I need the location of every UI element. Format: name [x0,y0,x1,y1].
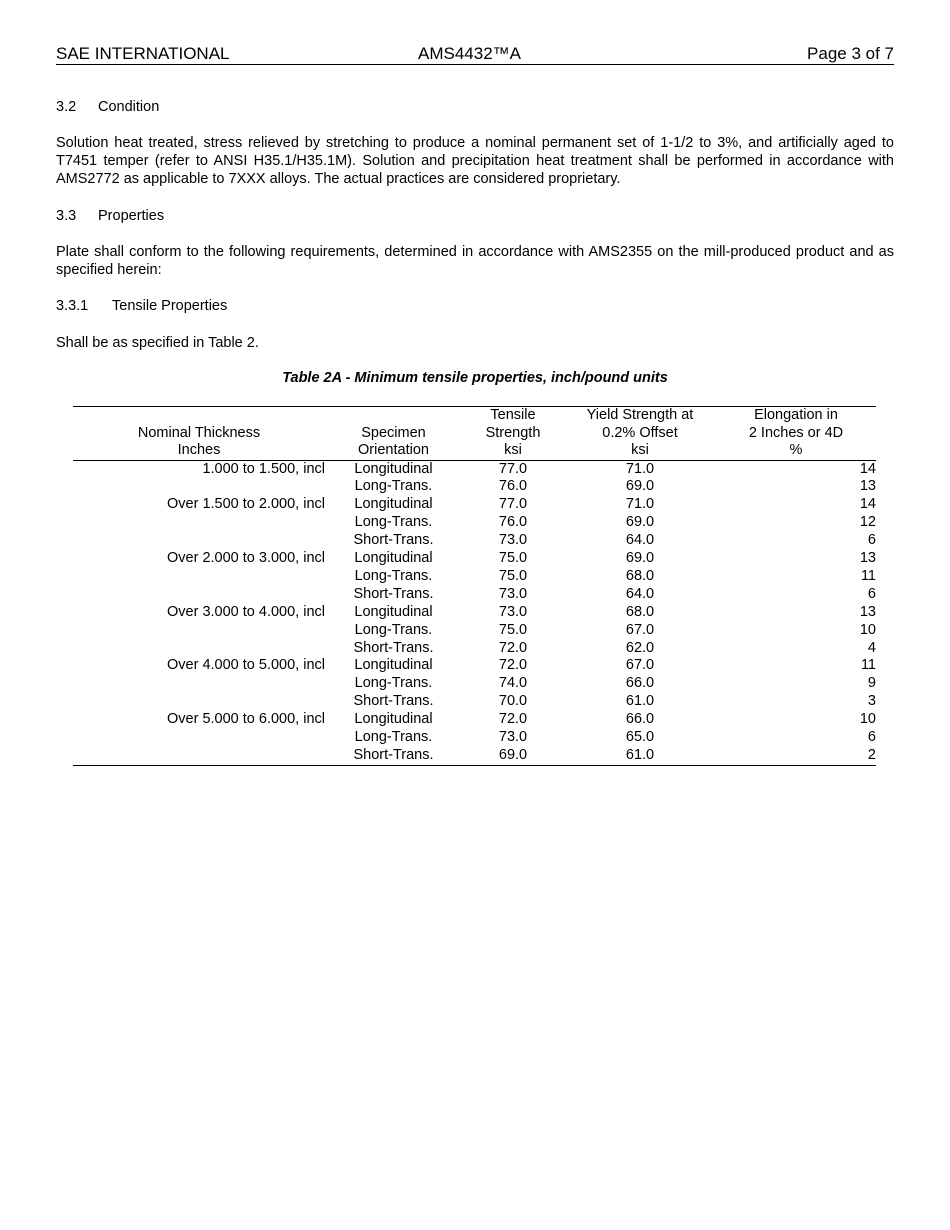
header-line: 2 Inches or 4D [748,424,844,441]
cell-nominal-thickness: 1.000 to 1.500, incl [202,460,325,477]
section-body-3-3: Plate shall conform to the following requirements, determined in accordance with AMS2355 on the mill-produced product and as specified herein: [56,244,894,278]
cell-orientation: Longitudinal [354,657,433,674]
cell-orientation: Longitudinal [354,550,433,567]
header-page-number: Page 3 of 7 [807,44,894,63]
cell-nominal-thickness [73,478,325,496]
header-line: Inches [177,442,221,458]
cell-elongation: 10 [859,711,876,728]
section-heading-3-3 [56,207,894,225]
cell-tensile-strength: 72.0 [498,711,528,728]
cell-elongation: 4 [867,639,876,656]
cell-orientation: Longitudinal [354,603,433,620]
cell-nominal-thickness: Over 3.000 to 4.000, incl [167,603,325,620]
header-tensile-strength [462,407,564,461]
cell-elongation: 14 [859,496,876,513]
header-line: % [789,442,803,458]
header-spec-number: AMS4432™A [418,44,521,63]
cell-orientation: Long-Trans. [354,729,433,746]
cell-nominal-thickness [73,693,325,711]
header-line: Yield Strength at [586,407,694,423]
table-row [73,640,876,658]
cell-orientation: Longitudinal [354,711,433,728]
section-heading-3-3-1 [56,297,894,315]
cell-tensile-strength: 72.0 [498,639,528,656]
cell-nominal-thickness: Over 5.000 to 6.000, incl [167,711,325,728]
cell-orientation: Short-Trans. [353,693,434,710]
cell-elongation: 14 [859,460,876,477]
cell-orientation: Short-Trans. [353,585,434,602]
cell-tensile-strength: 75.0 [498,550,528,567]
table-row [73,747,876,765]
tensile-properties-table [73,406,876,766]
cell-tensile-strength: 75.0 [498,567,528,584]
cell-orientation: Long-Trans. [354,514,433,531]
cell-tensile-strength: 72.0 [498,657,528,674]
cell-yield-strength: 66.0 [625,675,655,692]
section-number: 3.3 [56,208,77,224]
cell-yield-strength: 69.0 [625,478,655,495]
table-row [73,604,876,622]
cell-yield-strength: 66.0 [625,711,655,728]
section-title: Tensile Properties [112,298,228,314]
cell-tensile-strength: 77.0 [498,460,528,477]
cell-tensile-strength: 73.0 [498,532,528,549]
table-row [73,729,876,747]
section-number: 3.3.1 [56,298,89,314]
header-yield-strength [564,407,716,461]
cell-tensile-strength: 76.0 [498,514,528,531]
cell-elongation: 2 [867,747,876,763]
cell-tensile-strength: 76.0 [498,478,528,495]
header-line: Strength [485,424,541,441]
header-line: Specimen [361,424,426,441]
cell-nominal-thickness: Over 1.500 to 2.000, incl [167,496,325,513]
cell-orientation: Longitudinal [354,460,433,477]
table-row [73,586,876,604]
section-title: Properties [98,208,165,224]
cell-elongation: 13 [859,478,876,495]
cell-orientation: Short-Trans. [353,747,434,763]
header-organization: SAE INTERNATIONAL [56,44,230,63]
cell-elongation: 6 [867,585,876,602]
cell-yield-strength: 61.0 [625,747,655,763]
cell-tensile-strength: 75.0 [498,621,528,638]
cell-elongation: 3 [867,693,876,710]
cell-yield-strength: 69.0 [625,514,655,531]
header-nominal-thickness [73,407,325,461]
cell-elongation: 6 [867,729,876,746]
table-header-row [73,407,876,461]
header-line: ksi [631,442,649,458]
header-elongation [716,407,876,461]
table-row [73,657,876,675]
cell-orientation: Long-Trans. [354,567,433,584]
cell-orientation: Long-Trans. [354,675,433,692]
cell-orientation: Short-Trans. [353,532,434,549]
header-line: 0.2% Offset [602,424,678,441]
section-body-3-2: Solution heat treated, stress relieved by stretching to produce a nominal permanent set of 1-1/2 to 3%, and artificially aged to T7451 temper (refer to ANSI H35.1/H35.1M). Solution and precipitation heat treatment shall be performed in accordance with AMS2772 as applicable to 7XXX alloys. The actual practices are considered proprietary. [56,135,894,187]
cell-tensile-strength: 73.0 [498,729,528,746]
cell-nominal-thickness [73,675,325,693]
cell-yield-strength: 61.0 [625,693,655,710]
page-header [56,44,894,65]
cell-yield-strength: 71.0 [625,460,655,477]
cell-orientation: Short-Trans. [353,639,434,656]
table-row [73,478,876,496]
cell-yield-strength: 71.0 [625,496,655,513]
cell-elongation: 13 [859,550,876,567]
header-line: Nominal Thickness [137,424,261,441]
cell-yield-strength: 64.0 [625,532,655,549]
header-line: Tensile [490,407,536,423]
cell-yield-strength: 64.0 [625,585,655,602]
cell-yield-strength: 62.0 [625,639,655,656]
table-row [73,496,876,514]
table-row [73,622,876,640]
header-line: Elongation in [754,407,838,423]
cell-tensile-strength: 73.0 [498,585,528,602]
cell-elongation: 12 [859,514,876,531]
cell-nominal-thickness [73,532,325,550]
cell-nominal-thickness [73,622,325,640]
section-heading-3-2 [56,98,894,116]
cell-nominal-thickness [73,747,325,765]
table-row [73,460,876,478]
cell-nominal-thickness [73,514,325,532]
table-row [73,550,876,568]
cell-yield-strength: 69.0 [625,550,655,567]
table-row [73,693,876,711]
cell-orientation: Long-Trans. [354,621,433,638]
cell-orientation: Long-Trans. [354,478,433,495]
cell-yield-strength: 67.0 [625,621,655,638]
cell-nominal-thickness [73,640,325,658]
cell-yield-strength: 68.0 [625,567,655,584]
table-body [73,460,876,765]
table-caption: Table 2A - Minimum tensile properties, inch/pound units [282,370,668,386]
cell-orientation: Longitudinal [354,496,433,513]
cell-nominal-thickness [73,729,325,747]
table-row [73,568,876,586]
cell-tensile-strength: 69.0 [498,747,528,763]
cell-elongation: 9 [867,675,876,692]
cell-yield-strength: 68.0 [625,603,655,620]
cell-elongation: 6 [867,532,876,549]
cell-nominal-thickness: Over 2.000 to 3.000, incl [167,550,325,567]
header-line: Orientation [358,442,429,458]
section-number: 3.2 [56,99,77,115]
table-row [73,532,876,550]
table-row [73,514,876,532]
cell-tensile-strength: 73.0 [498,603,528,620]
cell-elongation: 13 [859,603,876,620]
header-line: ksi [504,442,522,458]
cell-tensile-strength: 77.0 [498,496,528,513]
table-row [73,675,876,693]
cell-elongation: 11 [860,567,876,584]
cell-tensile-strength: 70.0 [498,693,528,710]
section-body-3-3-1: Shall be as specified in Table 2. [56,335,259,351]
cell-elongation: 11 [860,657,876,674]
section-title: Condition [98,99,160,115]
cell-elongation: 10 [859,621,876,638]
cell-yield-strength: 67.0 [625,657,655,674]
cell-nominal-thickness [73,568,325,586]
cell-nominal-thickness [73,586,325,604]
table-row [73,711,876,729]
cell-tensile-strength: 74.0 [498,675,528,692]
cell-yield-strength: 65.0 [625,729,655,746]
cell-nominal-thickness: Over 4.000 to 5.000, incl [167,657,325,674]
header-specimen-orientation [325,407,462,461]
